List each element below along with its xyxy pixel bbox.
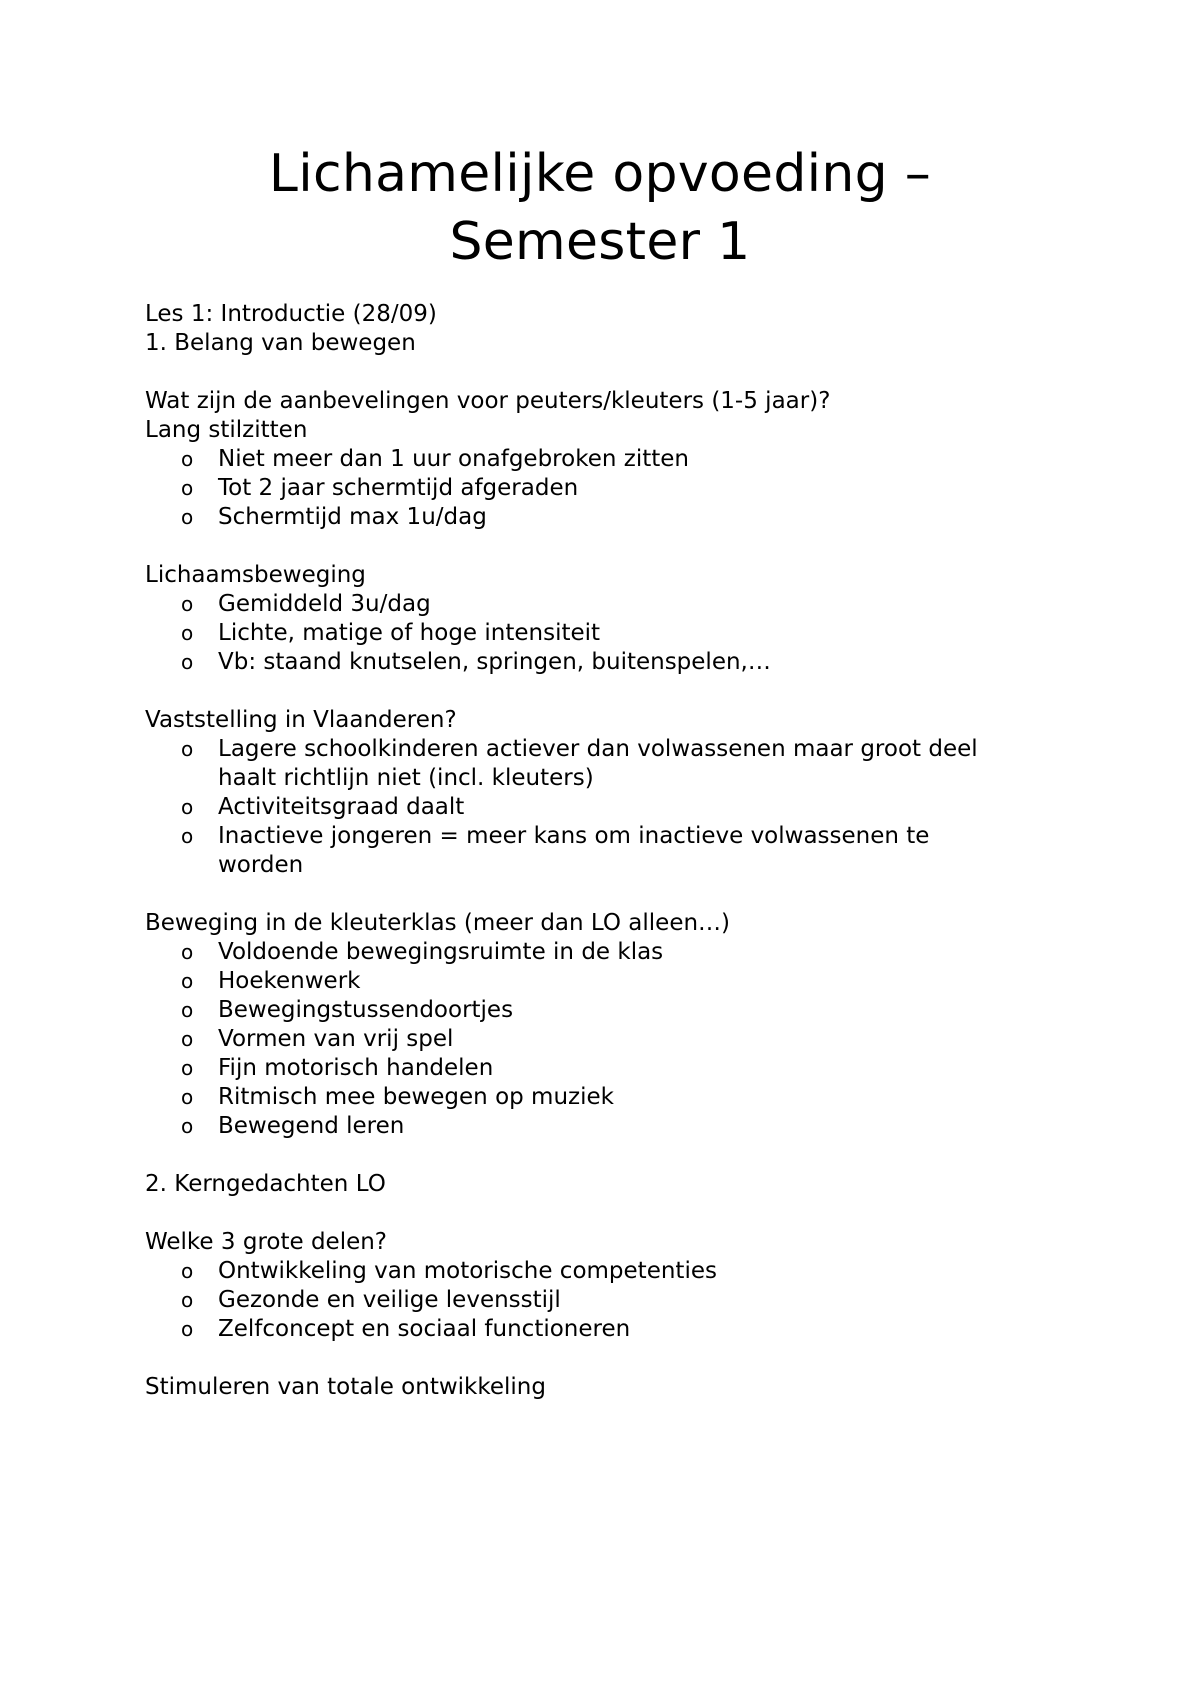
closing-line: Stimuleren van totale ontwikkeling — [145, 1374, 546, 1400]
bullet-list-parts — [145, 1257, 1055, 1344]
bullet-icon: o — [181, 1056, 194, 1080]
list-item — [145, 996, 1055, 1025]
bullet-list-movement — [145, 590, 1055, 677]
bullet-icon: o — [181, 1317, 194, 1341]
list-item-text: Inactieve jongeren = meer kans om inactieve volwassenen te worden — [218, 823, 930, 878]
bullet-icon: o — [181, 476, 194, 500]
spacer — [145, 1344, 1055, 1373]
title-line-1: Lichamelijke opvoeding – — [268, 144, 932, 204]
list-item — [145, 1054, 1055, 1083]
list-item — [145, 590, 1055, 619]
list-item-text: Ritmisch mee bewegen op muziek — [218, 1084, 614, 1110]
list-item — [145, 1315, 1055, 1344]
bullet-icon: o — [181, 1027, 194, 1051]
list-item — [145, 1112, 1055, 1141]
bullet-icon: o — [181, 795, 194, 819]
list-item-text: Gemiddeld 3u/dag — [218, 591, 431, 617]
group-heading-movement: Lichaamsbeweging — [145, 562, 366, 588]
list-item-text: Lagere schoolkinderen actiever dan volwassenen maar groot deel haalt richtlijn niet (incl. kleuters) — [218, 736, 978, 791]
bullet-list-kindergarten — [145, 938, 1055, 1141]
spacer — [145, 677, 1055, 706]
list-item — [145, 938, 1055, 967]
group-heading-flanders: Vaststelling in Vlaanderen? — [145, 707, 457, 733]
list-item-text: Fijn motorisch handelen — [218, 1055, 494, 1081]
bullet-icon: o — [181, 650, 194, 674]
spacer — [145, 1199, 1055, 1228]
list-item-text: Hoekenwerk — [218, 968, 361, 994]
document-title — [145, 140, 1055, 276]
list-item-text: Voldoende bewegingsruimte in de klas — [218, 939, 664, 965]
spacer — [145, 532, 1055, 561]
bullet-icon: o — [181, 737, 194, 761]
list-item-text: Vb: staand knutselen, springen, buitenspelen,… — [218, 649, 771, 675]
document-page — [145, 140, 1055, 1402]
list-item — [145, 1083, 1055, 1112]
list-item-text: Niet meer dan 1 uur onafgebroken zitten — [218, 446, 689, 472]
question-recommendations: Wat zijn de aanbevelingen voor peuters/kleuters (1-5 jaar)? — [145, 388, 831, 414]
bullet-icon: o — [181, 1288, 194, 1312]
bullet-icon: o — [181, 447, 194, 471]
bullet-icon: o — [181, 621, 194, 645]
bullet-icon: o — [181, 1114, 194, 1138]
bullet-icon: o — [181, 998, 194, 1022]
list-item-text: Bewegend leren — [218, 1113, 405, 1139]
list-item-text: Gezonde en veilige levensstijl — [218, 1287, 561, 1313]
bullet-list-sitting — [145, 445, 1055, 532]
list-item-text: Ontwikkeling van motorische competenties — [218, 1258, 717, 1284]
list-item — [145, 1025, 1055, 1054]
list-item — [145, 1257, 1055, 1286]
bullet-icon: o — [181, 1085, 194, 1109]
list-item-text: Bewegingstussendoortjes — [218, 997, 514, 1023]
section-heading-1: 1. Belang van bewegen — [145, 330, 416, 356]
section-heading-2: 2. Kerngedachten LO — [145, 1171, 386, 1197]
list-item-text: Vormen van vrij spel — [218, 1026, 454, 1052]
bullet-list-flanders — [145, 735, 1055, 880]
list-item — [145, 503, 1055, 532]
list-item — [145, 822, 1008, 880]
group-heading-sitting: Lang stilzitten — [145, 417, 308, 443]
list-item — [145, 1286, 1055, 1315]
list-item — [145, 793, 1055, 822]
spacer — [145, 358, 1055, 387]
title-line-2: Semester 1 — [449, 212, 751, 272]
bullet-icon: o — [181, 824, 194, 848]
list-item — [145, 967, 1055, 996]
list-item — [145, 445, 1055, 474]
spacer — [145, 880, 1055, 909]
lesson-heading: Les 1: Introductie (28/09) — [145, 301, 437, 327]
list-item — [145, 619, 1055, 648]
list-item-text: Zelfconcept en sociaal functioneren — [218, 1316, 631, 1342]
list-item-text: Lichte, matige of hoge intensiteit — [218, 620, 601, 646]
bullet-icon: o — [181, 1259, 194, 1283]
bullet-icon: o — [181, 940, 194, 964]
list-item-text: Schermtijd max 1u/dag — [218, 504, 487, 530]
bullet-icon: o — [181, 592, 194, 616]
bullet-icon: o — [181, 505, 194, 529]
spacer — [145, 1141, 1055, 1170]
group-heading-kindergarten: Beweging in de kleuterklas (meer dan LO alleen…) — [145, 910, 731, 936]
list-item-text: Tot 2 jaar schermtijd afgeraden — [218, 475, 579, 501]
list-item — [145, 735, 1008, 793]
bullet-icon: o — [181, 969, 194, 993]
group-heading-parts: Welke 3 grote delen? — [145, 1229, 388, 1255]
list-item — [145, 474, 1055, 503]
list-item-text: Activiteitsgraad daalt — [218, 794, 465, 820]
list-item — [145, 648, 1055, 677]
